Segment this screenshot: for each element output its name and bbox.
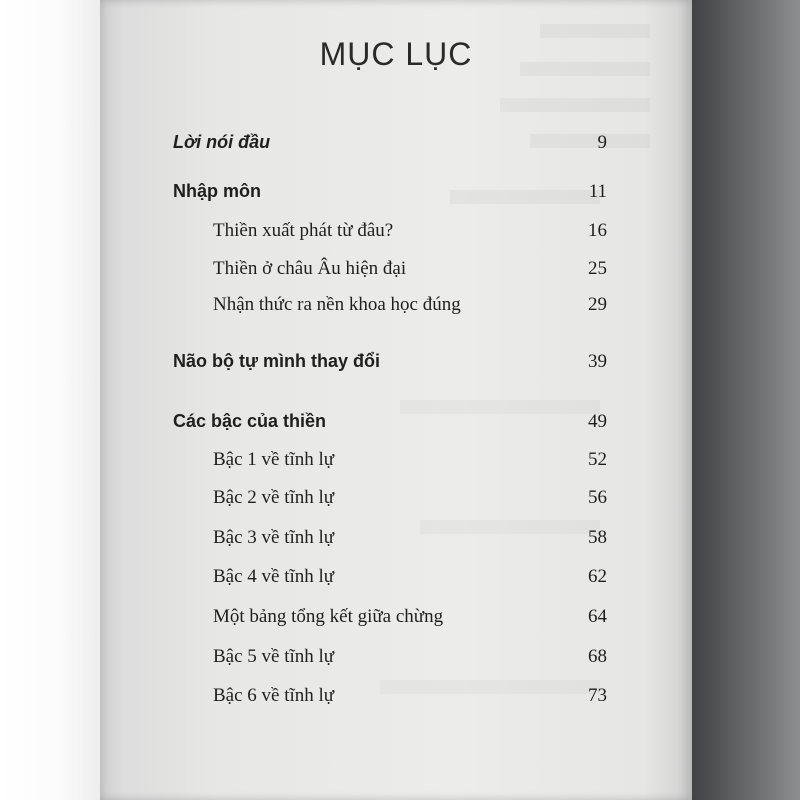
- toc-label: Bậc 1 về tĩnh lự: [213, 449, 335, 470]
- toc-page-number: 52: [588, 449, 607, 470]
- toc-page-number: 16: [588, 220, 607, 241]
- toc-label: Nhận thức ra nền khoa học đúng: [213, 294, 461, 315]
- toc-label: Bậc 5 về tĩnh lự: [213, 646, 335, 667]
- toc-page-number: 39: [588, 351, 607, 372]
- toc-row: [100, 606, 692, 636]
- show-through-mark: [500, 98, 650, 112]
- toc-page-number: 49: [588, 411, 607, 432]
- toc-label: Bậc 3 về tĩnh lự: [213, 527, 335, 548]
- toc-label: Lời nói đầu: [173, 132, 271, 152]
- background-left: [0, 0, 100, 800]
- toc-page-number: 29: [588, 294, 607, 315]
- toc-label: Một bảng tổng kết giữa chừng: [213, 606, 444, 627]
- toc-page-number: 56: [588, 487, 607, 508]
- toc-page-number: 58: [588, 527, 607, 548]
- toc-row-chapter: [100, 411, 692, 441]
- toc-row: [100, 646, 692, 676]
- toc-page-number: 73: [588, 685, 607, 706]
- toc-row: [100, 566, 692, 596]
- toc-label: Não bộ tự mình thay đổi: [173, 351, 381, 371]
- toc-label: Bậc 2 về tĩnh lự: [213, 487, 335, 508]
- toc-page-number: 11: [588, 181, 607, 202]
- toc-row: [100, 294, 692, 324]
- toc-row-foreword: [100, 132, 692, 162]
- toc-label: Thiền xuất phát từ đâu?: [213, 220, 394, 241]
- toc-page-number: 64: [588, 606, 607, 627]
- toc-row: [100, 258, 692, 288]
- toc-row: [100, 220, 692, 250]
- toc-label: Bậc 6 về tĩnh lự: [213, 685, 335, 706]
- toc-row-chapter: [100, 351, 692, 381]
- toc-row: [100, 527, 692, 557]
- page-title: MỤC LỤC: [319, 36, 473, 72]
- background-right: [690, 0, 800, 800]
- toc-row: [100, 487, 692, 517]
- toc-label: Nhập môn: [173, 181, 261, 201]
- toc-page-number: 9: [597, 132, 607, 153]
- toc-label: Bậc 4 về tĩnh lự: [213, 566, 335, 587]
- toc-label: Các bậc của thiền: [173, 411, 327, 431]
- toc-page-number: 25: [588, 258, 607, 279]
- toc-label: Thiền ở châu Âu hiện đại: [213, 258, 407, 279]
- toc-page-number: 62: [588, 566, 607, 587]
- toc-row-introduction: [100, 181, 692, 211]
- book-page: [100, 0, 692, 800]
- toc-page-number: 68: [588, 646, 607, 667]
- toc-row: [100, 449, 692, 479]
- toc-row: [100, 685, 692, 715]
